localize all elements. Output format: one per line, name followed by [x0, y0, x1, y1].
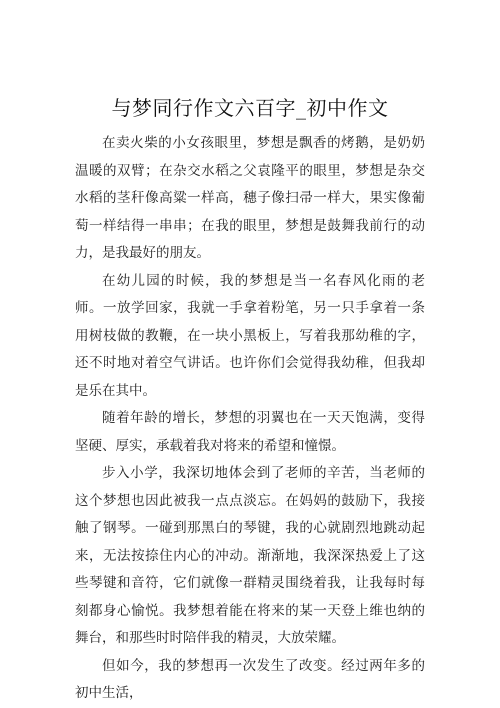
document-title: 与梦同行作文六百字_初中作文 — [111, 96, 389, 120]
document-body — [75, 130, 425, 708]
paragraph-1: 在卖火柴的小女孩眼里，梦想是飘香的烤鹅，是奶奶温暖的双臂；在杂交水稻之父袁隆平的眼里，梦想是杂交水稻的茎秆像高粱一样高，穗子像扫帚一样大，果实像葡萄一样结得一串串；在我的眼里，梦想是鼓舞我前行的动力，是我最好的朋友。 — [75, 135, 425, 261]
paragraph-5: 但如今，我的梦想再一次发生了改变。经过两年多的初中生活， — [75, 657, 425, 701]
paragraph-4: 步入小学，我深切地体会到了老师的辛苦，当老师的这个梦想也因此被我一点点淡忘。在妈妈的鼓励下，我接触了钢琴。一碰到那黑白的琴键，我的心就剧烈地跳动起来，无法按捺住内心的冲动。渐渐地，我深深热爱上了这些琴键和音符，它们就像一群精灵围绕着我，让我每时每刻都身心愉悦。我梦想着能在将来的某一天登上维也纳的舞台，和那些时时陪伴我的精灵，大放荣耀。 — [75, 465, 425, 646]
paragraph-3: 随着年龄的增长，梦想的羽翼也在一天天饱满，变得坚硬、厚实，承载着我对将来的希望和憧憬。 — [75, 410, 425, 454]
paragraph-2: 在幼儿园的时候，我的梦想是当一名春风化雨的老师。一放学回家，我就一手拿着粉笔，另一只手拿着一条用树枝做的教鞭，在一块小黑板上，写着我那幼稚的字，还不时地对着空气讲话。也许你们会觉得我幼稚，但我却是乐在其中。 — [75, 272, 425, 399]
